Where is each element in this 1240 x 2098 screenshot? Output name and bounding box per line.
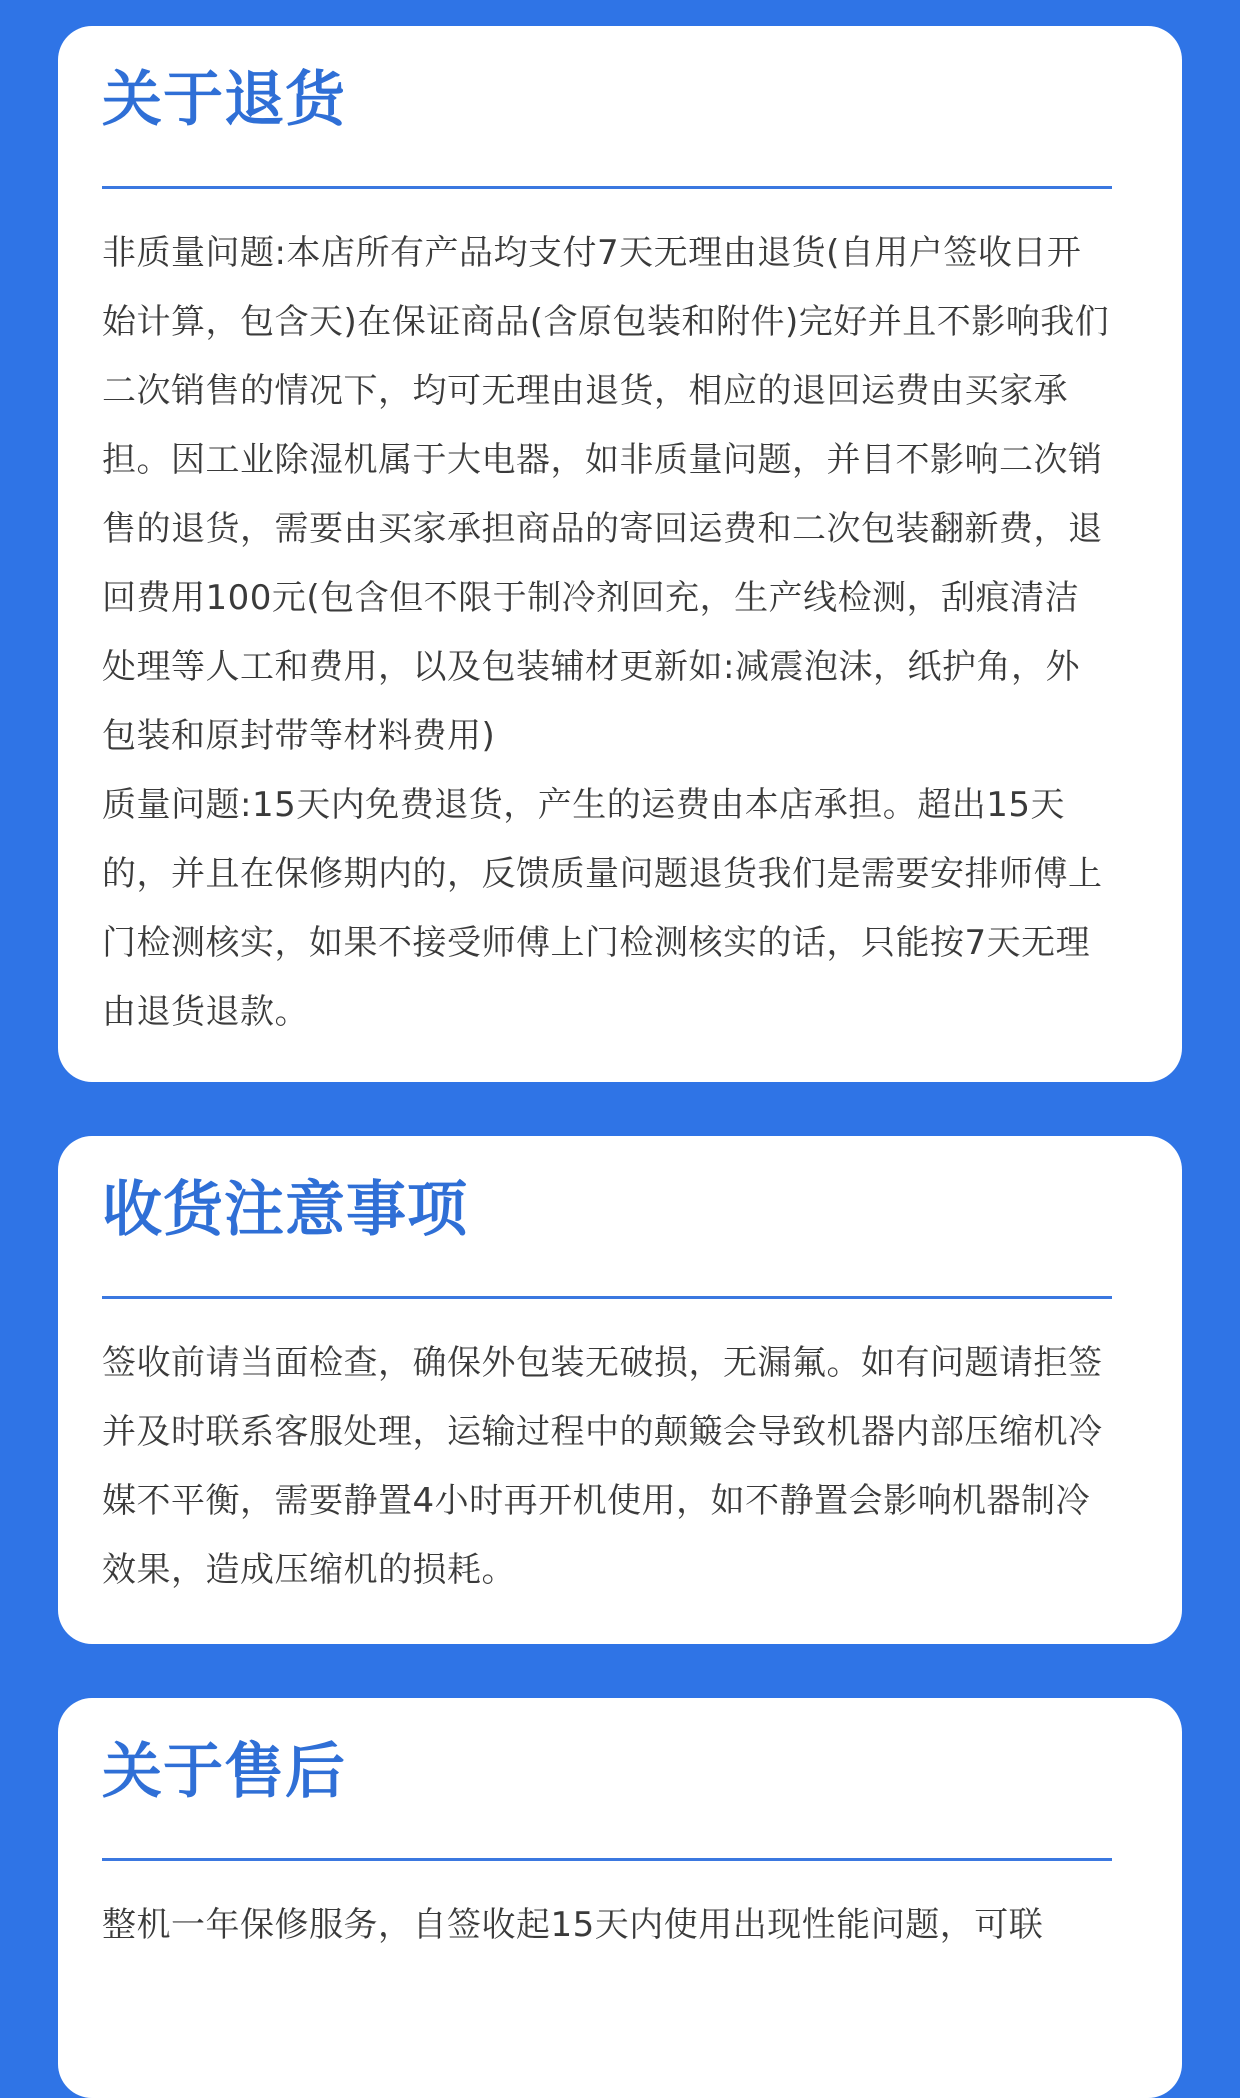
receiving-notes-title: 收货注意事项 (102, 1175, 468, 1245)
after-sales-card (58, 1698, 1182, 2098)
after-sales-title: 关于售后 (102, 1737, 346, 1807)
receiving-notes-paragraph: 签收前请当面检查，确保外包装无破损，无漏氟。如有问题请拒签并及时联系客服处理，运输过程中的颠簸会导致机器内部压缩机冷媒不平衡，需要静置4小时再开机使用，如不静置会影响机器制冷效果，造成压缩机的损耗。 (102, 1343, 1103, 1590)
after-sales-paragraph: 整机一年保修服务，自签收起15天内使用出现性能问题，可联 (102, 1905, 1044, 1945)
returns-policy-card (58, 26, 1182, 1082)
returns-policy-title: 关于退货 (102, 65, 346, 135)
receiving-notes-body (102, 1299, 1112, 1605)
receiving-notes-card (58, 1136, 1182, 1644)
non-quality-returns-paragraph: 非质量问题:本店所有产品均支付7天无理由退货(自用户签收日开始计算，包含天)在保证商品(含原包装和附件)完好并且不影响我们二次销售的情况下，均可无理由退货，相应的退回运费由买家承担。因工业除湿机属于大电器，如非质量问题，并目不影响二次销售的退货，需要由买家承担商品的寄回运费和二次包装翻新费，退回费用100元(包含但不限于制冷剂回充，生产线检测，刮痕清洁处理等人工和费用，以及包装辅材更新如:减震泡沫，纸护角，外包装和原封带等材料费用) (102, 233, 1110, 756)
after-sales-body (102, 1861, 1112, 1960)
returns-policy-body (102, 189, 1112, 1047)
quality-returns-paragraph: 质量问题:15天内免费退货，产生的运费由本店承担。超出15天的，并且在保修期内的，反馈质量问题退货我们是需要安排师傅上门检测核实，如果不接受师傅上门检测核实的话，只能按7天无理由退货退款。 (102, 785, 1103, 1032)
